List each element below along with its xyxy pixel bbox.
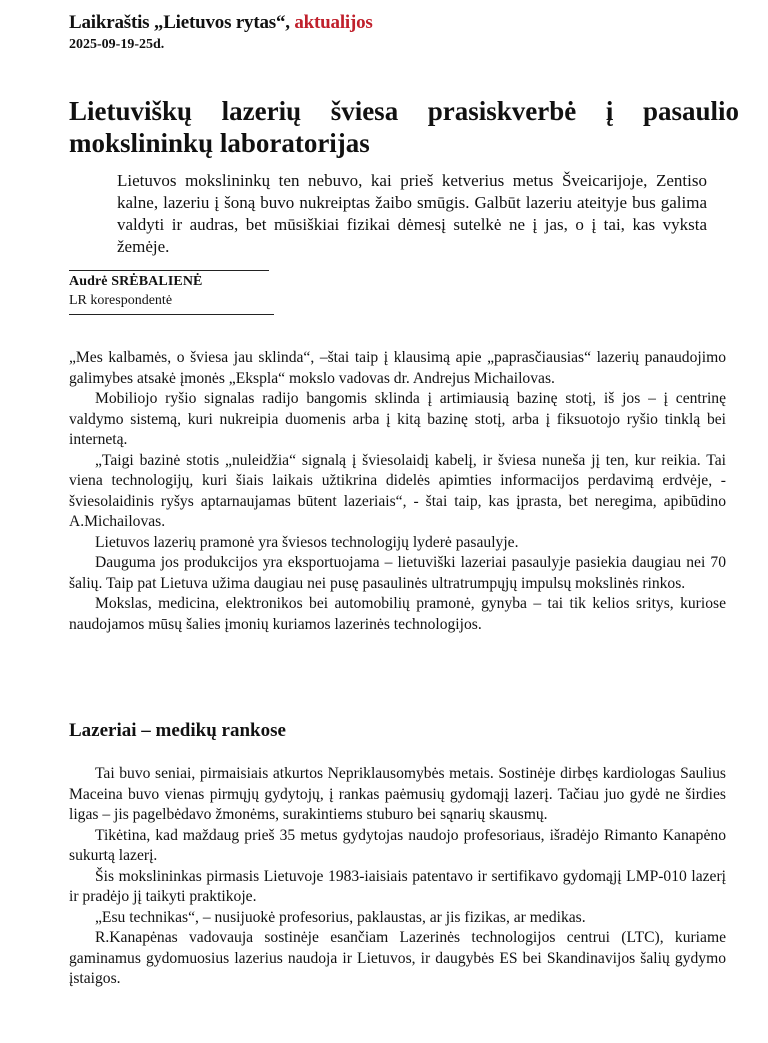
- body-paragraph: Dauguma jos produkcijos yra eksportuojama – lietuviški lazeriai pasaulyje pasiekia daugiau nei 70 šalių. Taip pat Lietuva užima daugiau nei pusę pasaulinės ultratrumpųjų impulsų mokslinės rinkos.: [69, 554, 726, 592]
- publication-date: 2025-09-19-25d.: [69, 37, 165, 52]
- author-role: LR korespondentė: [69, 293, 173, 308]
- author-divider-bottom: [69, 314, 274, 315]
- article-body-section-2: [69, 764, 726, 990]
- body-paragraph: Tikėtina, kad maždaug prieš 35 metus gydytojas naudojo profesoriaus, išradėjo Rimanto Kanapėno sukurtą lazerį.: [69, 826, 726, 864]
- body-paragraph: Mobiliojo ryšio signalas radijo bangomis sklinda į artimiausią bazinę stotį, iš jos – į centrinę valdymo sistemą, kuri nukreipia duomenis arba į kitą bazinę stotį, arba į fiksuotojo ryšio tinklą bei internetą.: [69, 390, 726, 448]
- source-name: Laikraštis „Lietuvos rytas“,: [69, 12, 295, 33]
- article-lead: Lietuvos mokslininkų ten nebuvo, kai prieš ketverius metus Šveicarijoje, Zentiso kalne, lazeriu į šoną buvo nukreiptas žaibo smūgis. Galbūt lazeriu ateityje bus galima valdyti ir audras, bet mūsiškiai fizikai dėmesį sutelkė ne į jas, o į tai, kas vyksta žemėje.: [117, 171, 707, 256]
- body-paragraph: Šis mokslininkas pirmasis Lietuvoje 1983-iaisiais patentavo ir sertifikavo gydomąjį LMP-010 lazerį ir pradėjo jį taikyti praktikoje.: [69, 867, 726, 905]
- body-paragraph: Mokslas, medicina, elektronikos bei automobilių pramonė, gynyba – tai tik kelios sritys, kuriose naudojamos mūsų šalies įmonių kuriamos lazerinės technologijos.: [69, 595, 726, 633]
- body-paragraph: Tai buvo seniai, pirmaisiais atkurtos Nepriklausomybės metais. Sostinėje dirbęs kardiologas Saulius Maceina buvo vienas pirmųjų gydytojų, į rankas paėmusių gydomąjį lazerį. Tačiau juo gydė ne širdies ligas – jis pagelbėdavo žmonėms, surakintiems stuburo bei sąnarių skausmų.: [69, 765, 726, 823]
- section-subheading: Lazeriai – medikų rankose: [69, 720, 286, 741]
- body-paragraph: Lietuvos lazerių pramonė yra šviesos technologijų lyderė pasaulyje.: [95, 533, 519, 551]
- body-paragraph: R.Kanapėnas vadovauja sostinėje esančiam Lazerinės technologijos centrui (LTC), kuriame gaminamus gydomuosius lazerius naudoja ir Lietuvos, ir daugybės ES bei Skandinavijos šalių gydymo įstaigos.: [69, 929, 726, 987]
- newspaper-source: [69, 12, 373, 34]
- body-paragraph: „Mes kalbamės, o šviesa jau sklinda“, –štai taip į klausimą apie „paprasčiausias“ lazerių panaudojimo galimybes atsakė įmonės „Ekspla“ mokslo vadovas dr. Andrejus Michailovas.: [69, 349, 726, 387]
- article-body: [69, 348, 726, 635]
- body-paragraph: „Taigi bazinė stotis „nuleidžia“ signalą į šviesolaidį kabelį, ir šviesa nuneša jį ten, kur reikia. Tai viena technologijų, kuri šiais laikais užtikrina didelės apimties informacijos perdavimą erdvėje, - šviesolaidinis ryšys aptarnaujamas būtent lazeriais“, - štai taip, kas įprasta, bet neregima, apibūdino A.Michailovas.: [69, 451, 726, 530]
- author-divider-top: [69, 270, 269, 271]
- body-paragraph: „Esu technikas“, – nusijuokė profesorius, paklaustas, ar jis fizikas, ar medikas.: [95, 908, 586, 926]
- author-name: Audrė SRĖBALIENĖ: [69, 274, 203, 289]
- article-title: Lietuviškų lazerių šviesa prasiskverbė į pasaulio mokslininkų laboratorijas: [69, 96, 739, 158]
- source-section: aktualijos: [294, 12, 373, 33]
